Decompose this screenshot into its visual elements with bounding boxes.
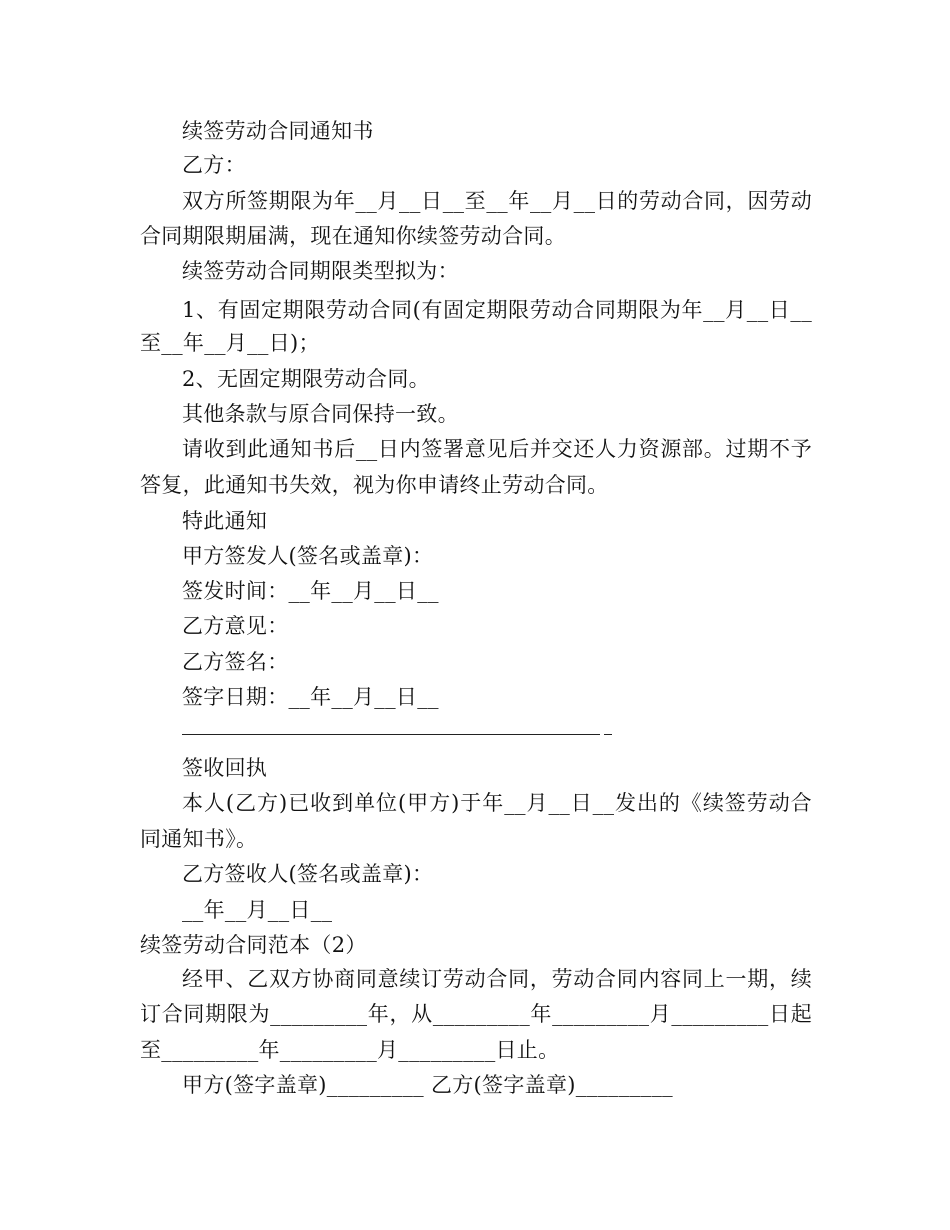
sample-2-signatures: 甲方(签字盖章)_________ 乙方(签字盖章)_________ bbox=[182, 1073, 673, 1097]
sample-2-line-3: 至_________年_________月_________日止。 bbox=[140, 1038, 560, 1062]
paragraph-1-line-2: 合同期限期届满，现在通知你续签劳动合同。 bbox=[140, 224, 566, 248]
receipt-line-1: 本人(乙方)已收到单位(甲方)于年__月__日__发出的《续签劳动合 bbox=[182, 791, 812, 815]
opinion-line: 乙方意见： bbox=[182, 614, 289, 638]
paragraph-2-line-1: 请收到此通知书后__日内签署意见后并交还人力资源部。过期不予 bbox=[182, 437, 812, 461]
sample-2-line-2: 订合同期限为_________年，从_________年_________月_________日起 bbox=[140, 1002, 812, 1026]
receipt-title: 签收回执 bbox=[182, 756, 268, 780]
type-intro: 续签劳动合同期限类型拟为： bbox=[182, 259, 459, 283]
paragraph-2-line-2: 答复，此通知书失效，视为你申请终止劳动合同。 bbox=[140, 473, 609, 497]
issue-date-line: 签发时间：__年__月__日__ bbox=[182, 579, 439, 603]
receipt-line-2: 同通知书》。 bbox=[140, 827, 258, 851]
sample-2-line-1: 经甲、乙双方协商同意续订劳动合同，劳动合同内容同上一期，续 bbox=[182, 967, 812, 991]
paragraph-1-line-1: 双方所签期限为年__月__日__至__年__月__日的劳动合同，因劳动 bbox=[182, 189, 812, 213]
document-title: 续签劳动合同通知书 bbox=[182, 119, 374, 143]
separator-line bbox=[182, 734, 600, 735]
option-1-line-1: 1、有固定期限劳动合同(有固定期限劳动合同期限为年__月__日__ bbox=[182, 298, 812, 322]
separator-tick bbox=[604, 734, 612, 735]
option-2: 2、无固定期限劳动合同。 bbox=[182, 367, 430, 391]
notice-text: 特此通知 bbox=[182, 509, 268, 533]
other-terms: 其他条款与原合同保持一致。 bbox=[182, 402, 459, 426]
issuer-line: 甲方签发人(签名或盖章)： bbox=[182, 544, 434, 568]
signature-line: 乙方签名： bbox=[182, 650, 289, 674]
receiver-line: 乙方签收人(签名或盖章)： bbox=[182, 862, 434, 886]
sample-2-heading: 续签劳动合同范本（2） bbox=[140, 933, 367, 957]
recipient-line: 乙方： bbox=[182, 153, 246, 177]
sign-date-line: 签字日期：__年__月__日__ bbox=[182, 685, 439, 709]
receipt-date-line: __年__月__日__ bbox=[182, 898, 333, 922]
option-1-line-2: 至__年__月__日)； bbox=[140, 331, 320, 355]
